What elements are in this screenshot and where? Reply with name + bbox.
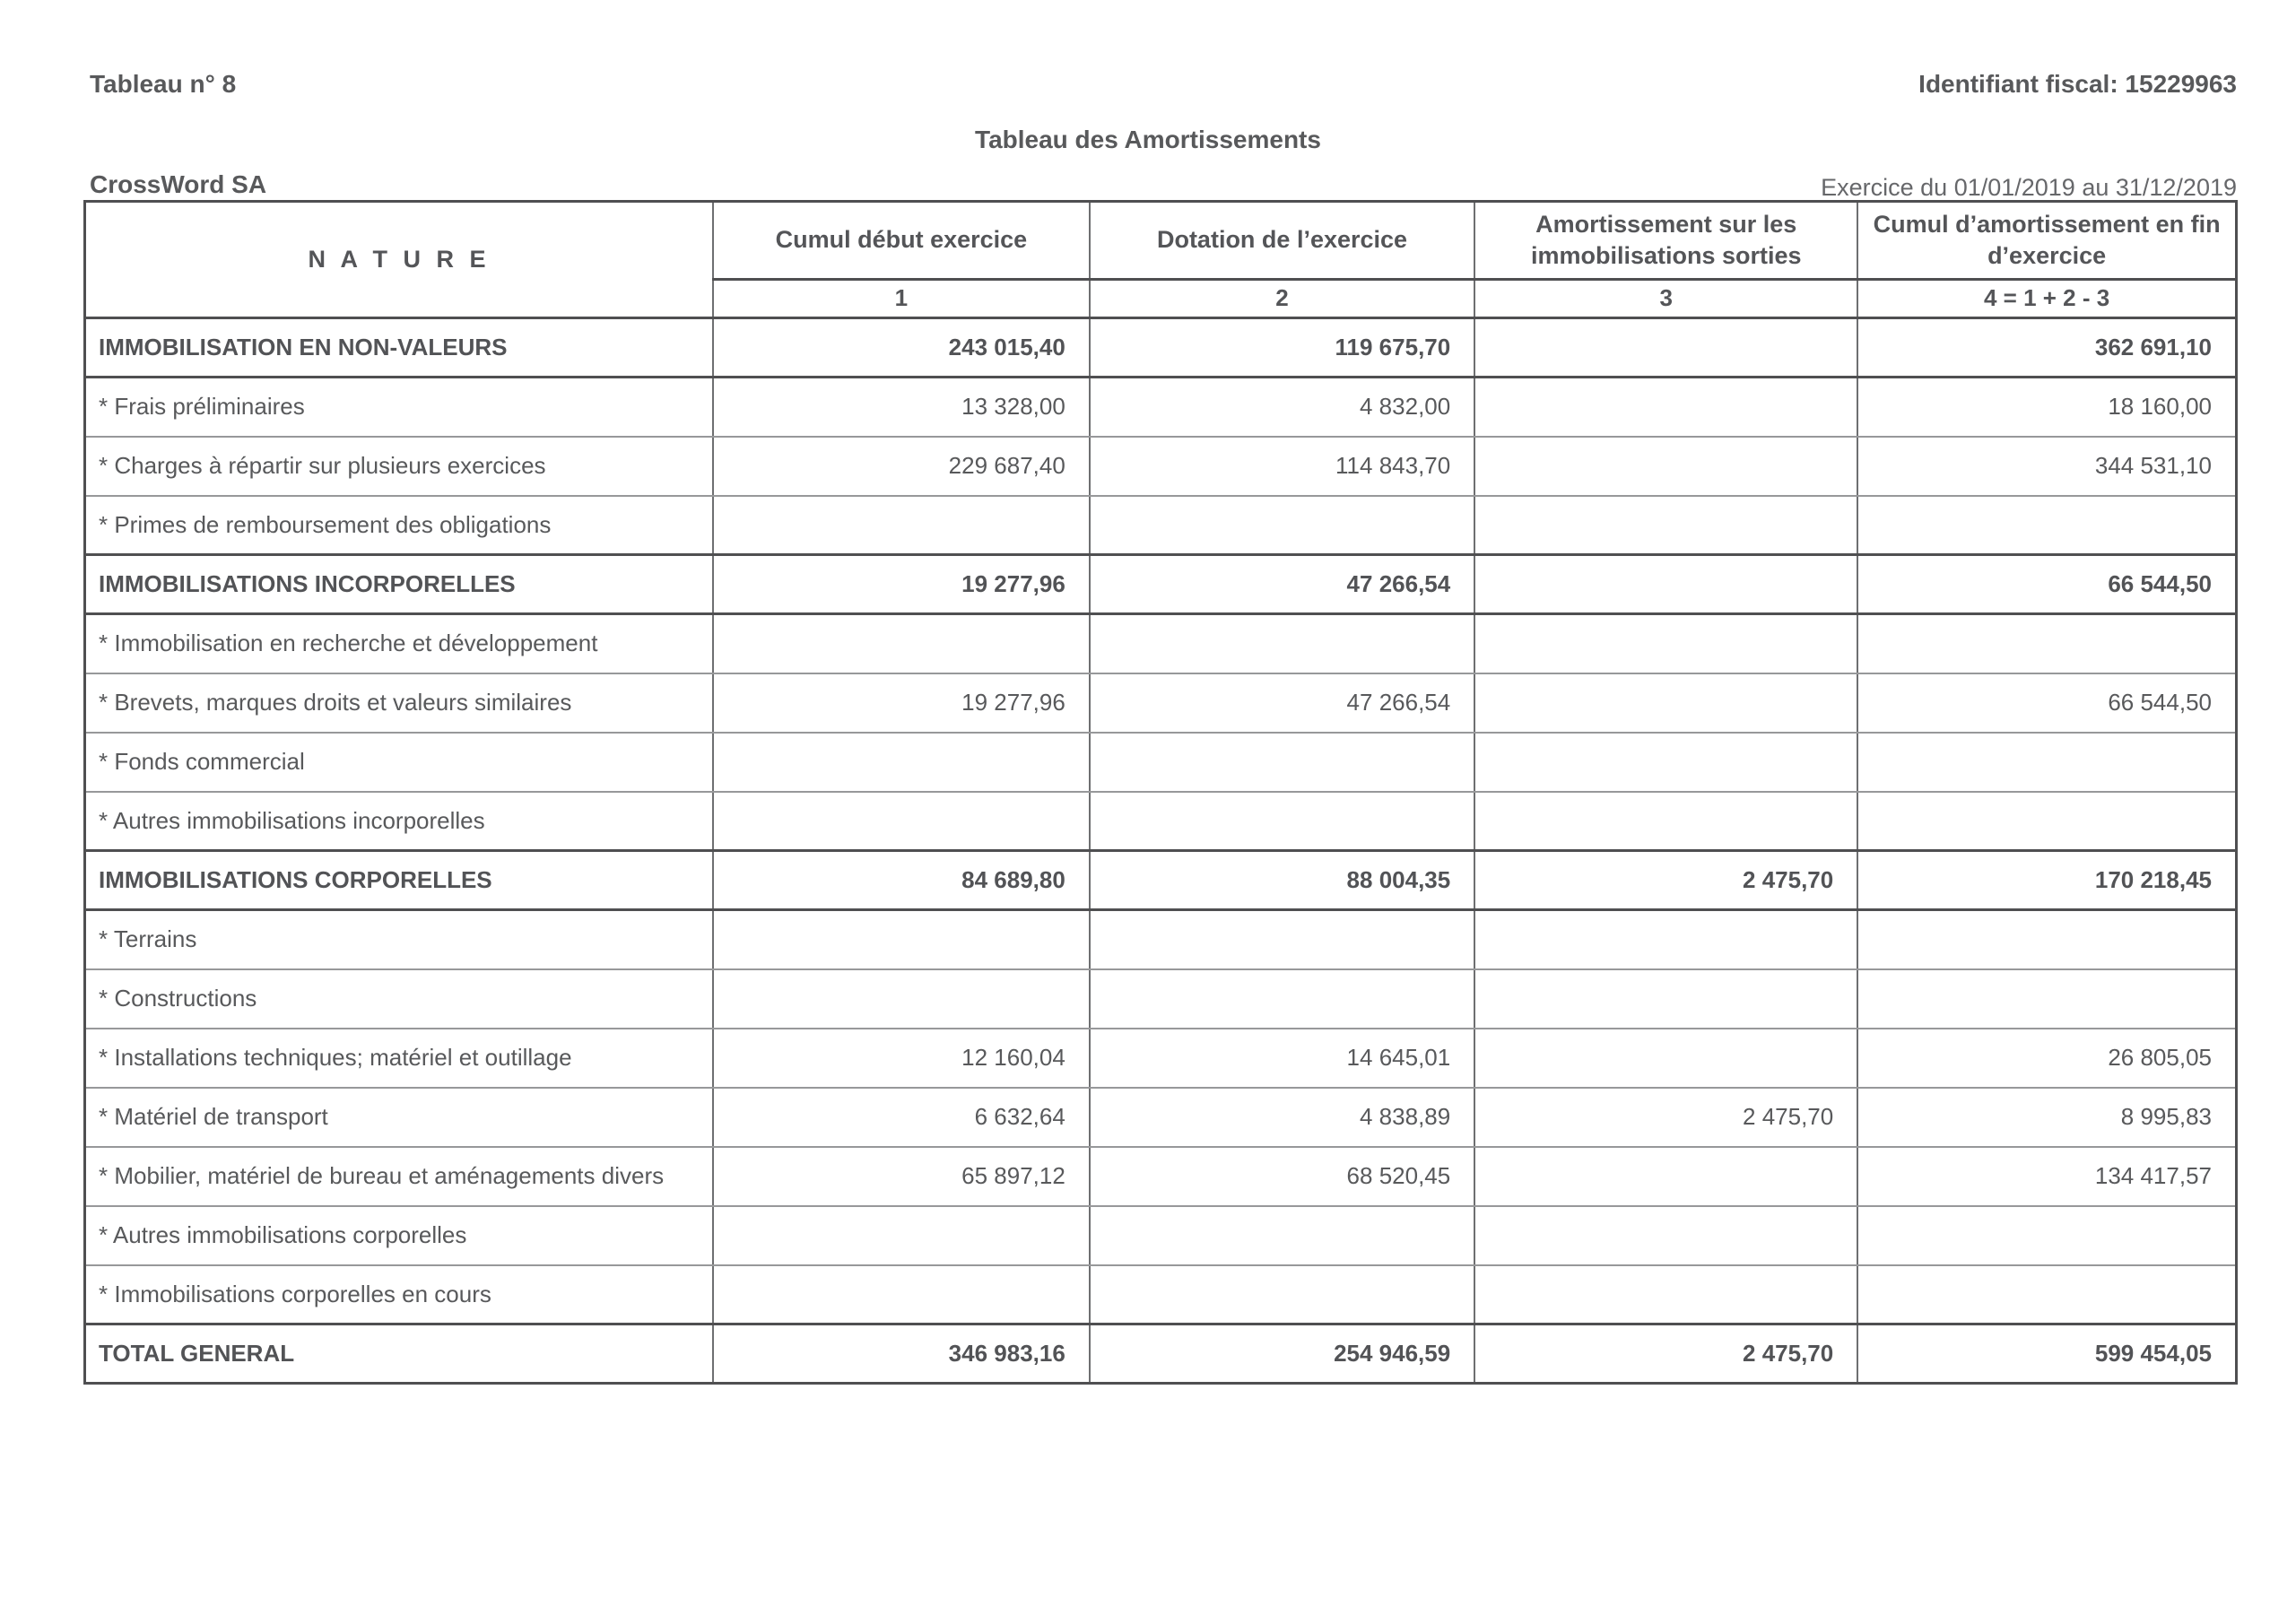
row-value-c3 [1474,969,1857,1029]
table-row [85,496,2237,555]
row-value-c1: 229 687,40 [713,437,1090,496]
row-value-c3 [1474,614,1857,673]
row-value-c1 [713,969,1090,1029]
row-value-c3 [1474,1029,1857,1088]
document-title: Tableau des Amortissements [975,126,1321,153]
row-value-c1 [713,1265,1090,1324]
row-value-c1: 84 689,80 [713,851,1090,910]
tableau-number-label: Tableau n° 8 [90,70,237,98]
table-row [85,733,2237,792]
row-value-c1: 243 015,40 [713,318,1090,378]
row-label: * Frais préliminaires [85,378,714,437]
row-value-c4 [1857,969,2236,1029]
row-value-c4: 599 454,05 [1857,1324,2236,1384]
row-value-c4: 8 995,83 [1857,1088,2236,1147]
column-header-nature: N A T U R E [85,202,714,318]
row-value-c3: 2 475,70 [1474,851,1857,910]
row-label: * Primes de remboursement des obligations [85,496,714,555]
table-row [85,910,2237,969]
row-value-c1: 13 328,00 [713,378,1090,437]
amortissements-table-container [83,200,2238,1385]
row-label: * Terrains [85,910,714,969]
row-label: * Brevets, marques droits et valeurs similaires [85,673,714,733]
row-value-c4: 344 531,10 [1857,437,2236,496]
row-value-c1 [713,910,1090,969]
row-value-c3 [1474,378,1857,437]
row-value-c1: 19 277,96 [713,555,1090,614]
table-row [85,378,2237,437]
row-label: * Installations techniques; matériel et outillage [85,1029,714,1088]
row-value-c2: 68 520,45 [1090,1147,1474,1206]
row-value-c2: 4 838,89 [1090,1088,1474,1147]
row-value-c3: 2 475,70 [1474,1324,1857,1384]
row-value-c4 [1857,910,2236,969]
row-value-c3 [1474,673,1857,733]
row-value-c3 [1474,733,1857,792]
row-value-c2: 47 266,54 [1090,555,1474,614]
table-row [85,1029,2237,1088]
row-value-c4 [1857,614,2236,673]
row-value-c1 [713,496,1090,555]
row-value-c1 [713,1206,1090,1265]
table-row [85,792,2237,851]
row-value-c2 [1090,1265,1474,1324]
row-value-c2: 4 832,00 [1090,378,1474,437]
column-number-3: 3 [1474,280,1857,318]
row-value-c4 [1857,1265,2236,1324]
row-value-c3: 2 475,70 [1474,1088,1857,1147]
row-value-c1: 6 632,64 [713,1088,1090,1147]
row-label: * Mobilier, matériel de bureau et aménagements divers [85,1147,714,1206]
table-row [85,1324,2237,1384]
row-value-c4 [1857,733,2236,792]
header-row-labels [85,202,2237,280]
row-value-c4: 170 218,45 [1857,851,2236,910]
table-body [85,318,2237,1384]
row-value-c4: 362 691,10 [1857,318,2236,378]
row-value-c4: 66 544,50 [1857,673,2236,733]
row-value-c4 [1857,1206,2236,1265]
row-label: * Autres immobilisations incorporelles [85,792,714,851]
row-label: IMMOBILISATIONS CORPORELLES [85,851,714,910]
row-value-c4: 18 160,00 [1857,378,2236,437]
row-label: * Autres immobilisations corporelles [85,1206,714,1265]
column-number-2: 2 [1090,280,1474,318]
column-number-1: 1 [713,280,1090,318]
row-value-c3 [1474,792,1857,851]
row-label: * Constructions [85,969,714,1029]
row-label: * Matériel de transport [85,1088,714,1147]
row-value-c4 [1857,792,2236,851]
row-value-c3 [1474,1147,1857,1206]
row-label: IMMOBILISATION EN NON-VALEURS [85,318,714,378]
row-value-c4: 66 544,50 [1857,555,2236,614]
column-header-dotation: Dotation de l’exercice [1090,202,1474,280]
row-value-c2: 119 675,70 [1090,318,1474,378]
row-value-c4 [1857,496,2236,555]
row-value-c3 [1474,555,1857,614]
table-row [85,1265,2237,1324]
row-value-c1: 65 897,12 [713,1147,1090,1206]
row-value-c1 [713,614,1090,673]
table-row [85,1206,2237,1265]
row-value-c4: 26 805,05 [1857,1029,2236,1088]
table-row [85,437,2237,496]
row-value-c1: 12 160,04 [713,1029,1090,1088]
column-header-cumul-debut: Cumul début exercice [713,202,1090,280]
row-value-c1: 19 277,96 [713,673,1090,733]
row-value-c1 [713,733,1090,792]
table-row [85,614,2237,673]
amortissements-table [83,200,2238,1385]
row-value-c3 [1474,910,1857,969]
column-header-cumul-fin: Cumul d’amortissement en fin d’exercice [1857,202,2236,280]
row-value-c2 [1090,969,1474,1029]
company-name: CrossWord SA [90,170,267,198]
row-value-c3 [1474,318,1857,378]
row-value-c2 [1090,792,1474,851]
row-value-c2: 88 004,35 [1090,851,1474,910]
identifiant-fiscal-label: Identifiant fiscal: 15229963 [1918,70,2237,98]
table-row [85,1088,2237,1147]
row-value-c3 [1474,496,1857,555]
row-value-c3 [1474,1206,1857,1265]
table-row [85,1147,2237,1206]
row-value-c2: 14 645,01 [1090,1029,1474,1088]
table-row [85,851,2237,910]
row-value-c2: 114 843,70 [1090,437,1474,496]
row-value-c2: 254 946,59 [1090,1324,1474,1384]
row-label: IMMOBILISATIONS INCORPORELLES [85,555,714,614]
row-label: TOTAL GENERAL [85,1324,714,1384]
column-number-4: 4 = 1 + 2 - 3 [1857,280,2236,318]
row-value-c2 [1090,1206,1474,1265]
row-label: * Immobilisations corporelles en cours [85,1265,714,1324]
row-label: * Charges à répartir sur plusieurs exercices [85,437,714,496]
column-header-amortissement-sorties: Amortissement sur les immobilisations sorties [1474,202,1857,280]
row-value-c2 [1090,614,1474,673]
row-value-c2 [1090,496,1474,555]
row-label: * Immobilisation en recherche et développement [85,614,714,673]
row-value-c2 [1090,910,1474,969]
row-value-c3 [1474,437,1857,496]
exercice-period-label: Exercice du 01/01/2019 au 31/12/2019 [1821,174,2237,201]
row-value-c1 [713,792,1090,851]
row-value-c2 [1090,733,1474,792]
table-row [85,969,2237,1029]
table-row [85,555,2237,614]
row-value-c2: 47 266,54 [1090,673,1474,733]
row-value-c1: 346 983,16 [713,1324,1090,1384]
table-row [85,673,2237,733]
row-value-c4: 134 417,57 [1857,1147,2236,1206]
row-value-c3 [1474,1265,1857,1324]
row-label: * Fonds commercial [85,733,714,792]
table-row [85,318,2237,378]
table-header [85,202,2237,318]
